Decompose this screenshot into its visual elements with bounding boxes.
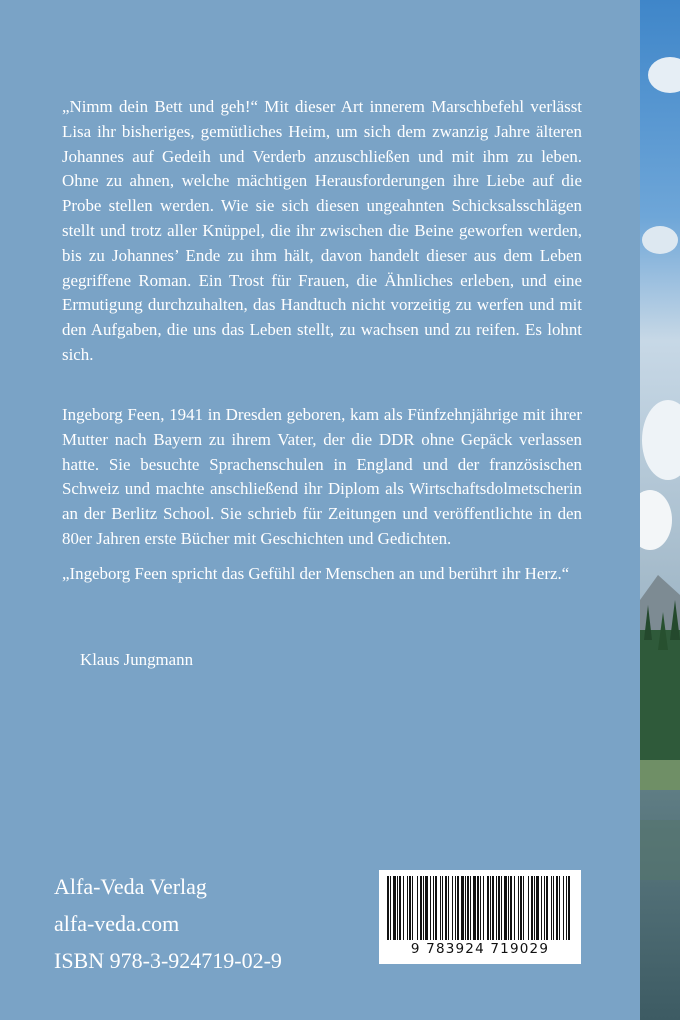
barcode-bar [544, 876, 545, 940]
barcode-bar [467, 876, 469, 940]
barcode-bar [492, 876, 494, 940]
blurb-section [62, 95, 582, 378]
review-quote: „Ingeborg Feen spricht das Gefühl der Menschen an und berührt ihr Herz.“ [62, 563, 570, 583]
barcode-bar [412, 876, 413, 940]
barcode-bar [556, 876, 558, 940]
publisher-name: Alfa-Veda Verlag [54, 874, 207, 899]
barcode-bar [452, 876, 453, 940]
barcode-bar [553, 876, 554, 940]
publisher-website: alfa-veda.com [54, 911, 180, 936]
barcode-bar [403, 876, 404, 940]
barcode-bar [477, 876, 479, 940]
barcode-bar [546, 876, 548, 940]
barcode-bar [534, 876, 535, 940]
barcode-bar [423, 876, 424, 940]
author-bio-section [62, 403, 582, 597]
barcode-bar [563, 876, 564, 940]
barcode-bar [520, 876, 522, 940]
barcode [379, 870, 581, 964]
barcode-bar [465, 876, 466, 940]
barcode-bar [433, 876, 434, 940]
barcode-bar [397, 876, 398, 940]
barcode-bar [407, 876, 408, 940]
barcode-bar [496, 876, 497, 940]
barcode-bar [536, 876, 539, 940]
barcode-bar [531, 876, 533, 940]
barcode-bar [501, 876, 502, 940]
barcode-bar [417, 876, 418, 940]
front-cover-edge [640, 0, 680, 1020]
barcode-bar [387, 876, 389, 940]
barcode-bar [508, 876, 509, 940]
barcode-bar [498, 876, 500, 940]
barcode-bar [487, 876, 489, 940]
barcode-bar [442, 876, 443, 940]
barcode-bar [480, 876, 481, 940]
barcode-bar [440, 876, 441, 940]
barcode-bar [409, 876, 411, 940]
barcode-bar [435, 876, 437, 940]
blurb-text: „Nimm dein Bett und geh!“ Mit dieser Art innerem Marschbefehl verlässt Lisa ihr bisheriges, gemütliches Heim, um sich dem zwanzig Jahre älteren Johannes auf Gedeih und Verderb anzuschließen und mit ihm zu leben. Ohne zu ahnen, welche mächtigen Herausforderungen ihre Liebe auf die Probe stellen werden. Wie sie sich diesen ungeahnten Schicksalsschlägen stellt und trotz aller Knüppel, die ihr zwischen die Beine geworfen werden, bis zu Johannes’ Ende zu ihm hält, davon handelt dieser aus dem Leben gegriffene Roman. Ein Trost für Frauen, die Ähnliches erleben, und eine Ermutigung durchzuhalten, das Handtuch nicht vorzeitig zu werfen und mit den Aufgaben, die uns das Leben stellt, zu wachsen und zu reifen. Es lohnt sich. [62, 97, 582, 364]
publisher-info [54, 868, 282, 979]
barcode-bar [566, 876, 567, 940]
barcode-bar [559, 876, 560, 940]
barcode-bar [541, 876, 542, 940]
landscape-photo-strip [640, 0, 680, 1020]
barcode-bar [518, 876, 519, 940]
barcode-bar [448, 876, 449, 940]
barcode-bar [457, 876, 459, 940]
barcode-bar [470, 876, 471, 940]
barcode-digits: 9 783924 719029 [410, 941, 550, 957]
barcode-bar [514, 876, 515, 940]
barcode-bar [390, 876, 391, 940]
barcode-bar [430, 876, 431, 940]
barcode-bar [425, 876, 428, 940]
barcode-bar [551, 876, 552, 940]
barcode-bar [393, 876, 396, 940]
barcode-bar [504, 876, 507, 940]
barcode-bar [483, 876, 484, 940]
barcode-bar [445, 876, 447, 940]
barcode-bar [473, 876, 476, 940]
barcode-bar [455, 876, 456, 940]
barcode-bar [510, 876, 512, 940]
barcode-bar [568, 876, 570, 940]
barcode-bar [461, 876, 464, 940]
barcode-bars [385, 876, 575, 940]
quote-author: Klaus Jungmann [80, 650, 194, 669]
author-bio-text: Ingeborg Feen, 1941 in Dresden geboren, kam als Fünfzehnjährige mit ihrer Mutter nach Bayern zu ihrem Vater, der die DDR ohne Gepäck verlassen hatte. Sie besuchte Sprachenschulen in England und der französischen Schweiz und machte anschließend ihr Diplom als Wirtschaftsdolmetscherin an der Berlitz School. Sie schrieb für Zeitungen und veröffentlichte in den 80er Jahren erste Bücher mit Geschichten und Gedichten. [62, 405, 582, 548]
barcode-bar [523, 876, 524, 940]
isbn: ISBN 978-3-924719-02-9 [54, 948, 282, 973]
barcode-bar [420, 876, 422, 940]
barcode-bar [490, 876, 491, 940]
barcode-bar [528, 876, 529, 940]
barcode-bar [399, 876, 401, 940]
